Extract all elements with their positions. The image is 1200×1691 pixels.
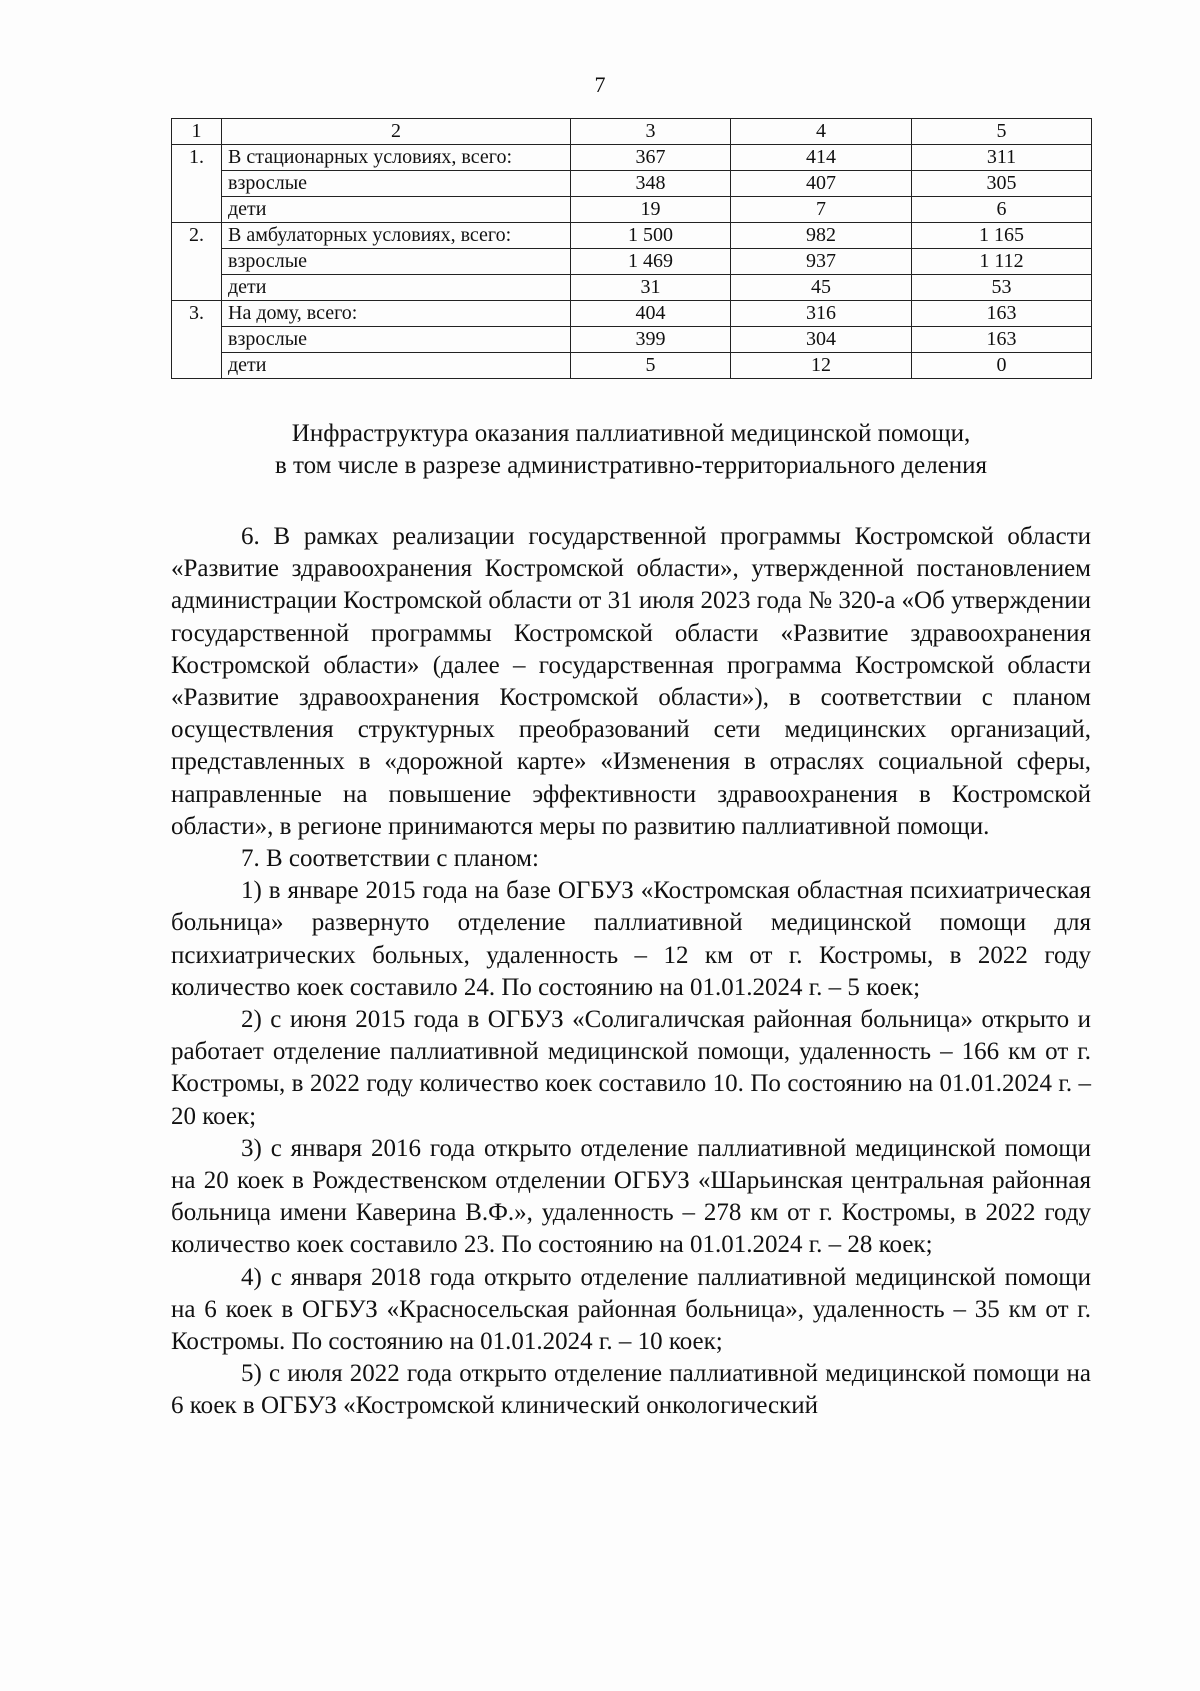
- table-row: [172, 197, 1092, 223]
- statistics-table: [171, 118, 1092, 379]
- row-label: взрослые: [222, 171, 571, 197]
- cell-value: 367: [571, 145, 731, 171]
- header-cell: 1: [172, 119, 222, 145]
- cell-value: 163: [912, 327, 1092, 353]
- row-label: На дому, всего:: [222, 301, 571, 327]
- paragraph: 3) с января 2016 года открыто отделение паллиативной медицинской помощи на 20 коек в Рождественском отделении ОГБУЗ «Шарьинская центральная районная больница имени Каверина В.Ф.», удаленность – 278 км от г. Костромы, в 2022 году количество коек составило 23. По состоянию на 01.01.2024 г. – 28 коек;: [171, 1134, 1091, 1259]
- row-number: 2.: [172, 223, 222, 301]
- table-row: [172, 327, 1092, 353]
- row-label: В стационарных условиях, всего:: [222, 145, 571, 171]
- paragraph: 4) с января 2018 года открыто отделение паллиативной медицинской помощи на 6 коек в ОГБУЗ «Красносельская районная больница», удаленность – 35 км от г. Костромы. По состоянию на 01.01.2024 г. – 10 коек;: [171, 1263, 1091, 1356]
- header-cell: 5: [912, 119, 1092, 145]
- table-header-row: [172, 119, 1092, 145]
- body-text: [171, 521, 1091, 1423]
- cell-value: 937: [731, 249, 912, 275]
- header-cell: 2: [222, 119, 571, 145]
- cell-value: 311: [912, 145, 1092, 171]
- cell-value: 1 500: [571, 223, 731, 249]
- cell-value: 5: [571, 353, 731, 379]
- table-row: [172, 353, 1092, 379]
- cell-value: 6: [912, 197, 1092, 223]
- cell-value: 1 112: [912, 249, 1092, 275]
- row-label: взрослые: [222, 249, 571, 275]
- cell-value: 414: [731, 145, 912, 171]
- row-label: дети: [222, 353, 571, 379]
- paragraph: 6. В рамках реализации государственной программы Костромской области «Развитие здравоохранения Костромской области», утвержденной постановлением администрации Костромской области от 31 июля 2023 года № 320-а «Об утверждении государственной программы Костромской области «Развитие здравоохранения Костромской области» (далее – государственная программа Костромской области «Развитие здравоохранения Костромской области»), в соответствии с планом осуществления структурных преобразований сети медицинских организаций, представленных в «дорожной карте» «Изменения в отраслях социальной сферы, направленные на повышение эффективности здравоохранения в Костромской области», в регионе принимаются меры по развитию паллиативной помощи.: [171, 523, 1091, 840]
- table-row: [172, 301, 1092, 327]
- row-label: дети: [222, 197, 571, 223]
- table-row: [172, 249, 1092, 275]
- row-number: 1.: [172, 145, 222, 223]
- header-cell: 4: [731, 119, 912, 145]
- cell-value: 12: [731, 353, 912, 379]
- row-label: В амбулаторных условиях, всего:: [222, 223, 571, 249]
- row-label: взрослые: [222, 327, 571, 353]
- cell-value: 0: [912, 353, 1092, 379]
- cell-value: 305: [912, 171, 1092, 197]
- paragraph: 2) с июня 2015 года в ОГБУЗ «Солигаличская районная больница» открыто и работает отделение паллиативной медицинской помощи, удаленность – 166 км от г. Костромы, в 2022 году количество коек составило 10. По состоянию на 01.01.2024 г. – 20 коек;: [171, 1006, 1091, 1130]
- table-row: [172, 171, 1092, 197]
- cell-value: 7: [731, 197, 912, 223]
- cell-value: 19: [571, 197, 731, 223]
- cell-value: 316: [731, 301, 912, 327]
- header-cell: 3: [571, 119, 731, 145]
- table-row: [172, 223, 1092, 249]
- paragraph: 7. В соответствии с планом:: [241, 845, 539, 873]
- cell-value: 982: [731, 223, 912, 249]
- cell-value: 348: [571, 171, 731, 197]
- cell-value: 53: [912, 275, 1092, 301]
- cell-value: 163: [912, 301, 1092, 327]
- section-title-line: в том числе в разрезе административно-территориального деления: [274, 452, 988, 479]
- table-row: [172, 145, 1092, 171]
- section-title-line: Инфраструктура оказания паллиативной медицинской помощи,: [291, 420, 971, 447]
- row-label: дети: [222, 275, 571, 301]
- cell-value: 304: [731, 327, 912, 353]
- cell-value: 407: [731, 171, 912, 197]
- cell-value: 31: [571, 275, 731, 301]
- paragraph: 5) с июля 2022 года открыто отделение паллиативной медицинской помощи на 6 коек в ОГБУЗ «Костромской клинический онкологический: [171, 1360, 1091, 1420]
- cell-value: 45: [731, 275, 912, 301]
- section-title: [171, 418, 1091, 482]
- cell-value: 1 165: [912, 223, 1092, 249]
- page-number: 7: [594, 72, 606, 97]
- paragraph: 1) в январе 2015 года на базе ОГБУЗ «Костромская областная психиатрическая больница» развернуто отделение паллиативной медицинской помощи для психиатрических больных, удаленность – 12 км от г. Костромы, в 2022 году количество коек составило 24. По состоянию на 01.01.2024 г. – 5 коек;: [171, 877, 1091, 1001]
- cell-value: 399: [571, 327, 731, 353]
- cell-value: 404: [571, 301, 731, 327]
- cell-value: 1 469: [571, 249, 731, 275]
- row-number: 3.: [172, 301, 222, 379]
- table-row: [172, 275, 1092, 301]
